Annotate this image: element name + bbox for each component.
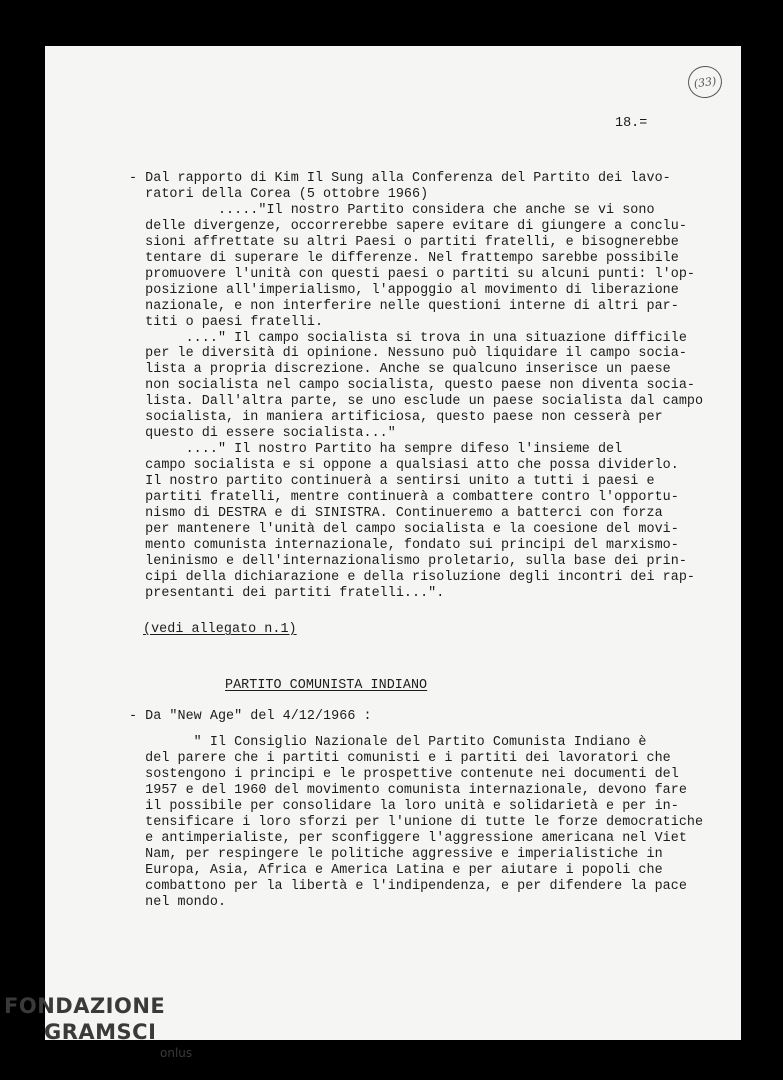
section1-line: campo socialista e si oppone a qualsiasi atto che possa dividerlo. [129,458,679,474]
watermark-line1: FONDAZIONE [4,994,166,1018]
section1-line: leninismo e dell'internazionalismo proletario, sulla base dei prin- [129,553,687,569]
section2-line: e antimperialiste, per sconfiggere l'aggressione americana nel Viet [129,830,687,846]
section1-line: mento comunista internazionale, fondato sui principi del marxismo- [129,537,679,553]
section1-line: lista. Dall'altra parte, se uno esclude un paese socialista dal campo [129,394,704,410]
annex-reference: (vedi allegato n.1) [143,622,297,637]
section1-line: promuovere l'unità con questi paesi o partiti su alcuni punti: l'op- [129,266,695,282]
section1-line: per mantenere l'unità del campo socialista e la coesione del movi- [129,521,679,537]
section2-line: " Il Consiglio Nazionale del Partito Comunista Indiano è [129,735,647,750]
section1-line: tentare di superare le differenze. Nel frattempo sarebbe possibile [129,250,679,266]
section1-line: partiti fratelli, mentre continuerà a combattere contro l'opportu- [129,490,679,505]
section1-line: posizione all'imperialismo, l'appoggio al movimento di liberazione [129,282,679,298]
section1-line: ratori della Corea (5 ottobre 1966) [129,186,429,202]
section1-line: lista a propria discrezione. Anche se qualcuno inserisce un paese [129,362,671,378]
section1-line: per le diversità di opinione. Nessuno può liquidare il campo socia- [129,346,687,362]
section2-line: del parere che i partiti comunisti e i partiti dei lavoratori che [129,750,671,766]
section2-line: nel mondo. [129,894,227,910]
section1-line: ....."Il nostro Partito considera che anche se vi sono [129,202,655,218]
section1-line: - Dal rapporto di Kim Il Sung alla Conferenza del Partito dei lavo- [129,171,671,186]
section1-line: Il nostro partito continuerà a sentirsi unito a tutti i paesi e [129,474,655,490]
section1-line: sioni affrettate su altri Paesi o partiti fratelli, e bisognerebbe [129,234,679,250]
watermark-suffix: onlus [160,1046,193,1060]
section1-line: questo di essere socialista..." [129,426,396,442]
section1-line: presentanti dei partiti fratelli...". [129,585,445,601]
section2-source: - Da "New Age" del 4/12/1966 : [129,709,372,724]
section2-line: tensificare i loro sforzi per l'unione di tutte le forze democratiche [129,814,704,830]
page-number: 18.= [615,116,648,131]
section1-line: socialista, in maniera artificiosa, questo paese non cesserà per [129,410,663,426]
archive-stamp: (33) [686,64,724,100]
section2-line: combattono per la libertà e l'indipendenza, e per difendere la pace [129,878,687,894]
section1-line: nismo di DESTRA e di SINISTRA. Continueremo a batterci con forza [129,505,663,521]
section1-line: ...." Il nostro Partito ha sempre difeso l'insieme del [129,442,623,458]
section1-line: ...." Il campo socialista si trova in una situazione difficile [129,330,687,346]
section1-line: non socialista nel campo socialista, questo paese non diventa socia- [129,378,695,394]
section2-line: il possibile per consolidare la loro unità e solidarietà e per in- [129,798,679,814]
section1-line: nazionale, e non interferire nelle questioni interne di altri par- [129,298,679,314]
section2-line: Nam, per respingere le politiche aggressive e imperialistiche in [129,846,663,862]
section1-line: cipi della dichiarazione e della risoluzione degli incontri dei rap- [129,569,695,585]
section2-line: sostengono i principi e le prospettive contenute nei documenti del [129,766,679,782]
section2-heading: PARTITO COMUNISTA INDIANO [225,678,428,693]
document-page [45,46,741,1040]
section2-line: Europa, Asia, Africa e America Latina e per aiutare i popoli che [129,862,663,878]
foundation-watermark [4,994,204,1074]
section2-line: 1957 e del 1960 del movimento comunista internazionale, devono fare [129,782,687,798]
watermark-line2: GRAMSCI [44,1020,157,1044]
section1-line: titi o paesi fratelli. [129,314,324,330]
section1-line: delle divergenze, occorrerebbe sapere evitare di giungere a conclu- [129,218,687,234]
